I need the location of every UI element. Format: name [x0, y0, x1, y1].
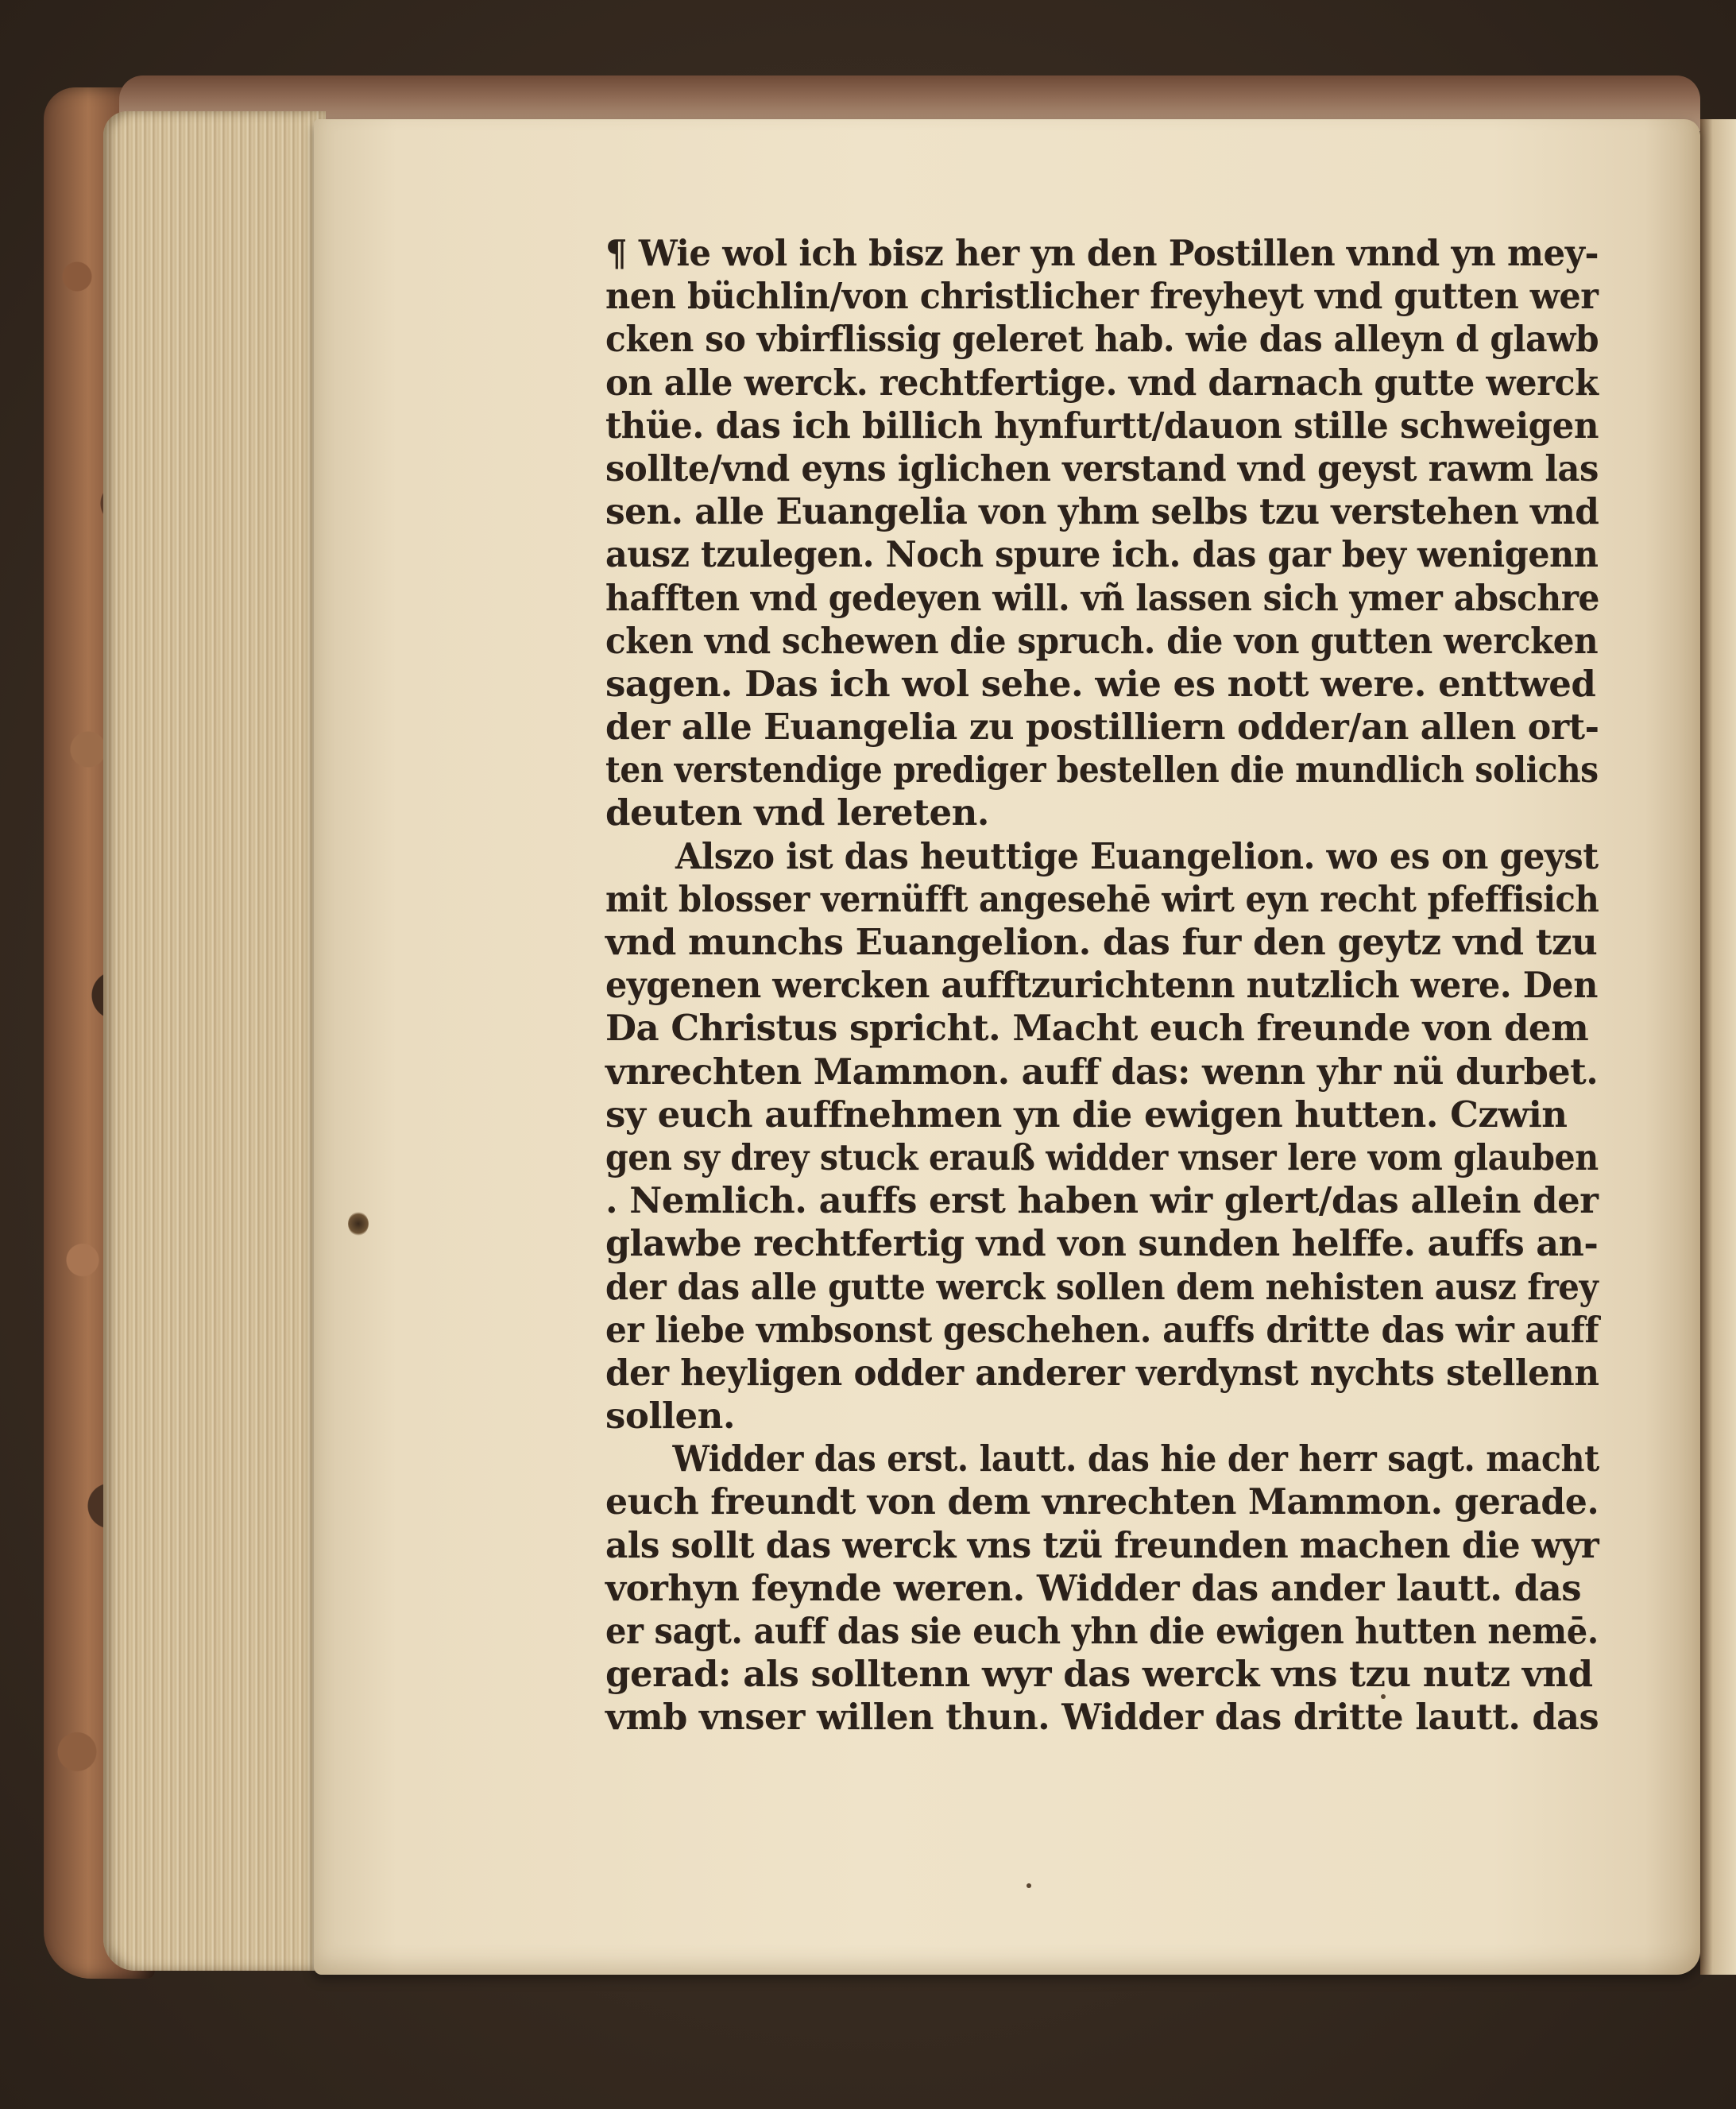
- text-line: sollen.: [605, 1395, 736, 1438]
- text-line: vorhyn feynde weren. Widder das ander lautt. das: [605, 1566, 1582, 1609]
- text-line: gen sy drey stuck erauß widder vnser lere vom glauben: [605, 1136, 1599, 1178]
- text-line: cken so vbirflissig geleret hab. wie das alleyn d glawb: [605, 318, 1599, 361]
- text-line: ten verstendige prediger bestellen die mundlich solichs: [605, 749, 1599, 791]
- text-line: sagen. Das ich wol sehe. wie es nott were. enttwed: [605, 662, 1596, 705]
- text-line: vnd munchs Euangelion. das fur den geytz vnd tzu: [605, 921, 1598, 963]
- text-line: sen. alle Euangelia von yhm selbs tzu verstehen vnd: [605, 490, 1599, 533]
- text-line: er sagt. auff das sie euch yhn die ewigen hutten nemē.: [605, 1610, 1599, 1652]
- text-line: thüe. das ich billich hynfurtt/dauon stille schweigen: [605, 404, 1599, 447]
- text-line: gerad: als solltenn wyr das werck vns tzu nutz vnd: [605, 1653, 1593, 1696]
- text-line: der heyligen odder anderer verdynst nychts stellenn: [605, 1351, 1599, 1394]
- text-line: cken vnd schewen die spruch. die von gutten wercken: [605, 619, 1599, 662]
- text-line: vmb vnser willen thun. Widder das dritte lautt. das: [605, 1696, 1599, 1739]
- text-line: ¶ Wie wol ich bisz her yn den Postillen vnnd yn mey-: [605, 232, 1599, 274]
- text-line: ausz tzulegen. Noch spure ich. das gar bey wenigenn: [605, 533, 1599, 576]
- text-line: als sollt das werck vns tzü freunden machen die wyr: [605, 1523, 1599, 1566]
- text-line: sy euch auffnehmen yn die ewigen hutten. Czwin: [605, 1093, 1568, 1136]
- stacked-page-edges: [103, 111, 326, 1971]
- text-line: euch freundt von dem vnrechten Mammon. gerade.: [605, 1480, 1599, 1523]
- paragraph-first-line: Widder das erst. lautt. das hie der herr sagt. macht: [672, 1438, 1599, 1480]
- text-line: nen büchlin/von christlicher freyheyt vnd gutten wer: [605, 275, 1599, 318]
- text-line: vnrechten Mammon. auff das: wenn yhr nü durbet.: [605, 1050, 1599, 1093]
- text-line: Da Christus spricht. Macht euch freunde von dem: [605, 1007, 1589, 1050]
- text-line: er liebe vmbsonst geschehen. auffs dritte das wir auff: [605, 1308, 1599, 1351]
- text-line: . Nemlich. auffs erst haben wir glert/das allein der: [605, 1179, 1599, 1222]
- text-line: glawbe rechtfertig vnd von sunden helffe. auffs an-: [605, 1222, 1599, 1265]
- text-line: on alle werck. rechtfertige. vnd darnach gutte werck: [605, 361, 1599, 404]
- text-line: eygenen wercken aufftzurichtenn nutzlich were. Den: [605, 964, 1598, 1007]
- ink-speck: [1027, 1883, 1031, 1888]
- text-line: sollte/vnd eyns iglichen verstand vnd geyst rawm las: [605, 447, 1599, 490]
- text-line: der das alle gutte werck sollen dem nehisten ausz frey: [605, 1265, 1599, 1308]
- paragraph-first-line: Alszo ist das heuttige Euangelion. wo es on geyst: [675, 834, 1599, 877]
- wormhole-mark: [348, 1212, 369, 1236]
- text-line: mit blosser vernüfft angesehē wirt eyn recht pfeffisich: [605, 877, 1599, 920]
- facing-page-edge: [1700, 119, 1736, 1975]
- text-line: der alle Euangelia zu postilliern odder/an allen ort-: [605, 706, 1599, 749]
- text-line: hafften vnd gedeyen will. vñ lassen sich ymer abschre: [605, 576, 1600, 619]
- text-line: deuten vnd lereten.: [605, 791, 989, 834]
- blackletter-text-column: [605, 232, 1599, 1739]
